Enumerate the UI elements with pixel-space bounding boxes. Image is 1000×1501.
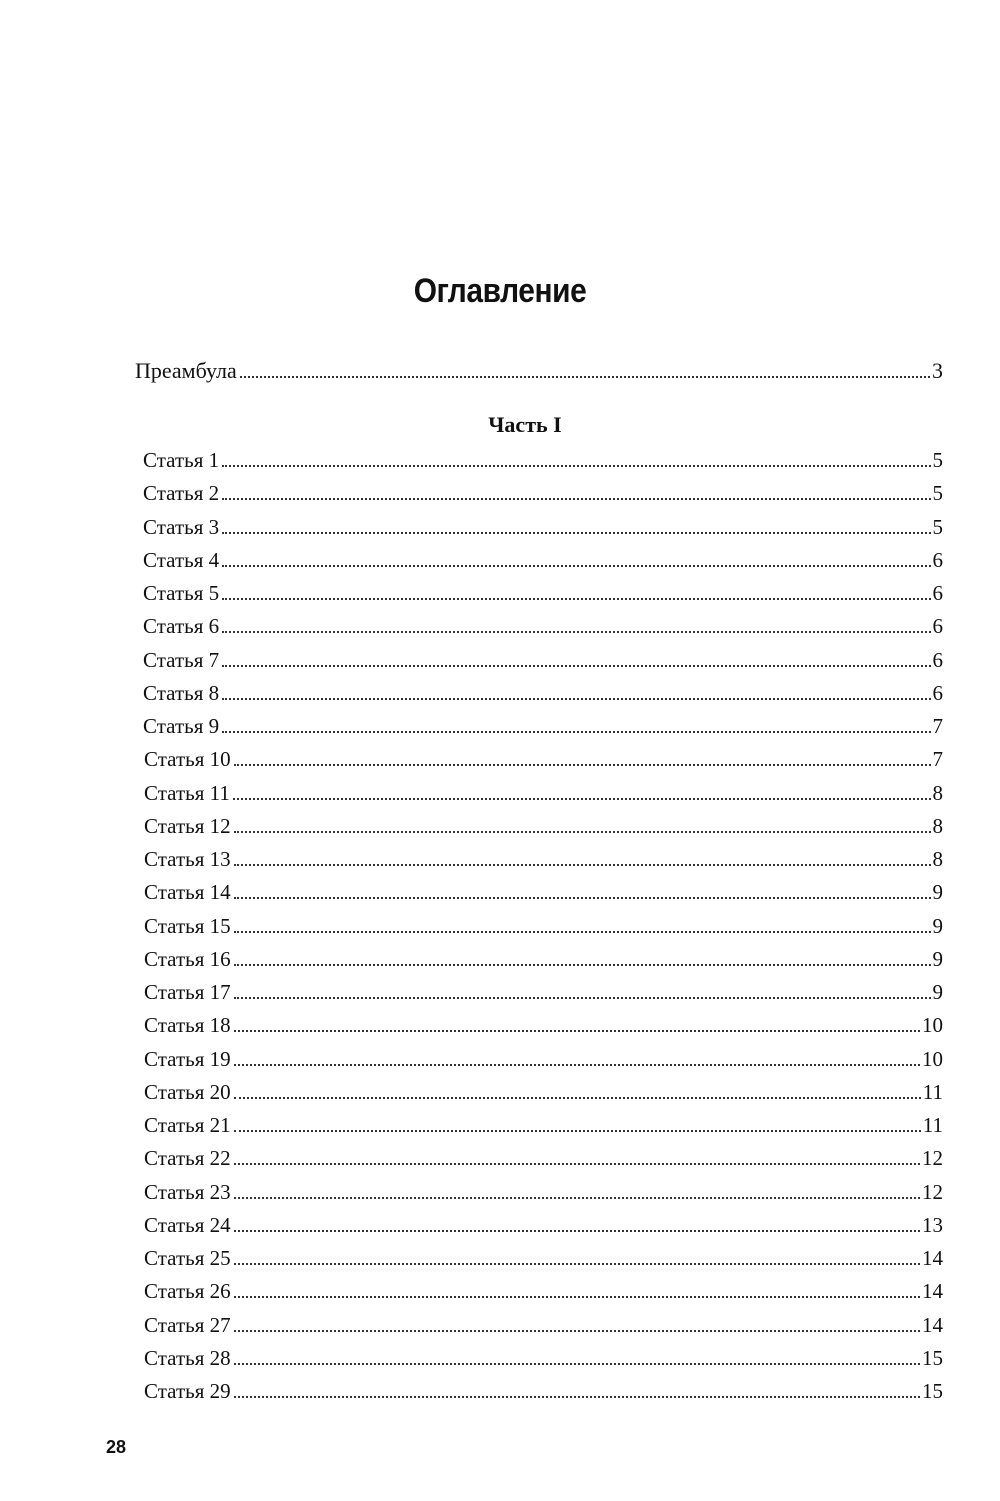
toc-entry-article[interactable] bbox=[144, 1013, 943, 1037]
toc-entry-preamble[interactable] bbox=[135, 359, 943, 383]
toc-entry-label: Статья 24 bbox=[144, 1213, 231, 1237]
toc-entry-label: Статья 5 bbox=[143, 581, 220, 605]
toc-entry-page: 13 bbox=[922, 1213, 943, 1237]
toc-entry-article[interactable] bbox=[144, 880, 943, 904]
toc-entry-page: 7 bbox=[932, 714, 943, 738]
dot-leader bbox=[240, 376, 930, 378]
toc-entry-page: 10 bbox=[922, 1013, 943, 1037]
toc-entry-page: 14 bbox=[922, 1313, 943, 1337]
toc-entry-label: Статья 4 bbox=[143, 548, 220, 572]
toc-entry-label: Статья 15 bbox=[144, 914, 231, 938]
toc-entry-page: 6 bbox=[932, 548, 943, 572]
toc-entry-article[interactable] bbox=[143, 681, 943, 705]
toc-entry-page: 6 bbox=[932, 581, 943, 605]
toc-entry-article[interactable] bbox=[144, 980, 943, 1004]
toc-entry-label: Статья 19 bbox=[144, 1047, 231, 1071]
toc-entry-label: Статья 16 bbox=[144, 947, 231, 971]
toc-entry-article[interactable] bbox=[144, 947, 943, 971]
toc-entry-page: 11 bbox=[922, 1113, 943, 1137]
toc-entry-label: Статья 27 bbox=[144, 1313, 231, 1337]
toc-entry-label: Статья 17 bbox=[144, 980, 231, 1004]
toc-entry-page: 10 bbox=[922, 1047, 943, 1071]
toc-entry-page: 7 bbox=[932, 747, 943, 771]
toc-entry-article[interactable] bbox=[143, 548, 943, 572]
toc-entry-label: Статья 18 bbox=[144, 1013, 231, 1037]
dot-leader bbox=[222, 598, 930, 600]
toc-entry-label: Статья 10 bbox=[144, 747, 231, 771]
dot-leader bbox=[234, 864, 931, 866]
toc-entry-article[interactable] bbox=[144, 1246, 943, 1270]
toc-entry-page: 8 bbox=[932, 814, 943, 838]
toc-entry-article[interactable] bbox=[143, 614, 943, 638]
toc-entry-label: Статья 28 bbox=[144, 1346, 231, 1370]
toc-entry-page: 15 bbox=[922, 1346, 943, 1370]
toc-entry-page: 9 bbox=[932, 980, 943, 1004]
toc-entry-label: Статья 12 bbox=[144, 814, 231, 838]
dot-leader bbox=[234, 1097, 921, 1099]
toc-entry-article[interactable] bbox=[144, 1080, 943, 1104]
dot-leader bbox=[234, 1130, 921, 1132]
dot-leader bbox=[222, 731, 930, 733]
page-number: 28 bbox=[106, 1437, 127, 1457]
toc-entry-article[interactable] bbox=[144, 747, 943, 771]
toc-entry-label: Статья 11 bbox=[144, 781, 230, 805]
toc-entry-page: 11 bbox=[922, 1080, 943, 1104]
dot-leader bbox=[234, 931, 931, 933]
toc-entry-article[interactable] bbox=[144, 1047, 943, 1071]
toc-entry-article[interactable] bbox=[143, 714, 943, 738]
toc-entry-article[interactable] bbox=[143, 481, 943, 505]
toc-entry-page: 12 bbox=[922, 1180, 943, 1204]
toc-entry-article[interactable] bbox=[143, 515, 943, 539]
toc-entry-article[interactable] bbox=[144, 1379, 943, 1403]
toc-entry-article[interactable] bbox=[144, 814, 943, 838]
dot-leader bbox=[234, 1230, 920, 1232]
toc-entry-article[interactable] bbox=[143, 448, 943, 472]
toc-entry-article[interactable] bbox=[144, 1146, 943, 1170]
toc-entry-page: 5 bbox=[932, 448, 943, 472]
toc-entry-article[interactable] bbox=[144, 914, 943, 938]
dot-leader bbox=[233, 798, 931, 800]
toc-entry-label: Статья 13 bbox=[144, 847, 231, 871]
toc-entry-label: Статья 22 bbox=[144, 1146, 231, 1170]
toc-entry-page: 6 bbox=[932, 648, 943, 672]
toc-entry-page: 5 bbox=[932, 481, 943, 505]
toc-entry-label: Статья 6 bbox=[143, 614, 220, 638]
dot-leader bbox=[222, 498, 930, 500]
page-title: Оглавление bbox=[413, 272, 587, 310]
dot-leader bbox=[234, 831, 931, 833]
dot-leader bbox=[222, 532, 930, 534]
dot-leader bbox=[234, 964, 931, 966]
dot-leader bbox=[234, 1330, 920, 1332]
dot-leader bbox=[234, 1363, 920, 1365]
toc-entry-article[interactable] bbox=[144, 1180, 943, 1204]
toc-entry-label: Статья 20 bbox=[144, 1080, 231, 1104]
toc-entry-article[interactable] bbox=[144, 1313, 943, 1337]
dot-leader bbox=[234, 1030, 920, 1032]
toc-entry-page: 15 bbox=[922, 1379, 943, 1403]
toc-entry-article[interactable] bbox=[143, 581, 943, 605]
dot-leader bbox=[234, 1296, 920, 1298]
toc-entry-page: 5 bbox=[932, 515, 943, 539]
dot-leader bbox=[234, 1163, 920, 1165]
dot-leader bbox=[234, 1197, 920, 1199]
toc-entry-page: 9 bbox=[932, 914, 943, 938]
toc-entry-page: 14 bbox=[922, 1246, 943, 1270]
dot-leader bbox=[222, 465, 930, 467]
toc-entry-article[interactable] bbox=[144, 847, 943, 871]
toc-entry-label: Статья 2 bbox=[143, 481, 220, 505]
toc-entry-page: 8 bbox=[932, 847, 943, 871]
toc-entry-label: Статья 29 bbox=[144, 1379, 231, 1403]
toc-entry-article[interactable] bbox=[144, 1213, 943, 1237]
toc-entry-label: Статья 26 bbox=[144, 1279, 231, 1303]
toc-entry-article[interactable] bbox=[144, 1346, 943, 1370]
toc-entry-page: 3 bbox=[932, 358, 943, 383]
dot-leader bbox=[234, 997, 931, 999]
toc-entry-label: Статья 1 bbox=[143, 448, 220, 472]
toc-entry-article[interactable] bbox=[144, 1279, 943, 1303]
toc-entry-label: Статья 23 bbox=[144, 1180, 231, 1204]
dot-leader bbox=[234, 1064, 920, 1066]
toc-entry-page: 9 bbox=[932, 947, 943, 971]
part-heading: Часть I bbox=[488, 412, 562, 437]
dot-leader bbox=[222, 631, 930, 633]
dot-leader bbox=[222, 565, 930, 567]
dot-leader bbox=[234, 764, 931, 766]
toc-entry-page: 6 bbox=[932, 681, 943, 705]
dot-leader bbox=[234, 1396, 920, 1398]
toc-entry-page: 8 bbox=[932, 781, 943, 805]
toc-entry-label: Статья 3 bbox=[143, 515, 220, 539]
toc-entry-page: 9 bbox=[932, 880, 943, 904]
toc-entry-label: Статья 21 bbox=[144, 1113, 231, 1137]
dot-leader bbox=[222, 698, 930, 700]
toc-entry-page: 12 bbox=[922, 1146, 943, 1170]
toc-entry-label: Статья 7 bbox=[143, 648, 220, 672]
toc-entry-label: Статья 8 bbox=[143, 681, 220, 705]
toc-entry-article[interactable] bbox=[144, 781, 943, 805]
toc-entry-label: Преамбула bbox=[135, 358, 237, 383]
toc-entry-article[interactable] bbox=[143, 648, 943, 672]
dot-leader bbox=[222, 665, 930, 667]
toc-entry-label: Статья 9 bbox=[143, 714, 220, 738]
dot-leader bbox=[234, 897, 931, 899]
toc-entry-article[interactable] bbox=[144, 1113, 943, 1137]
toc-entry-label: Статья 14 bbox=[144, 880, 231, 904]
toc-entry-label: Статья 25 bbox=[144, 1246, 231, 1270]
toc-entry-page: 14 bbox=[922, 1279, 943, 1303]
toc-entry-page: 6 bbox=[932, 614, 943, 638]
dot-leader bbox=[234, 1263, 920, 1265]
